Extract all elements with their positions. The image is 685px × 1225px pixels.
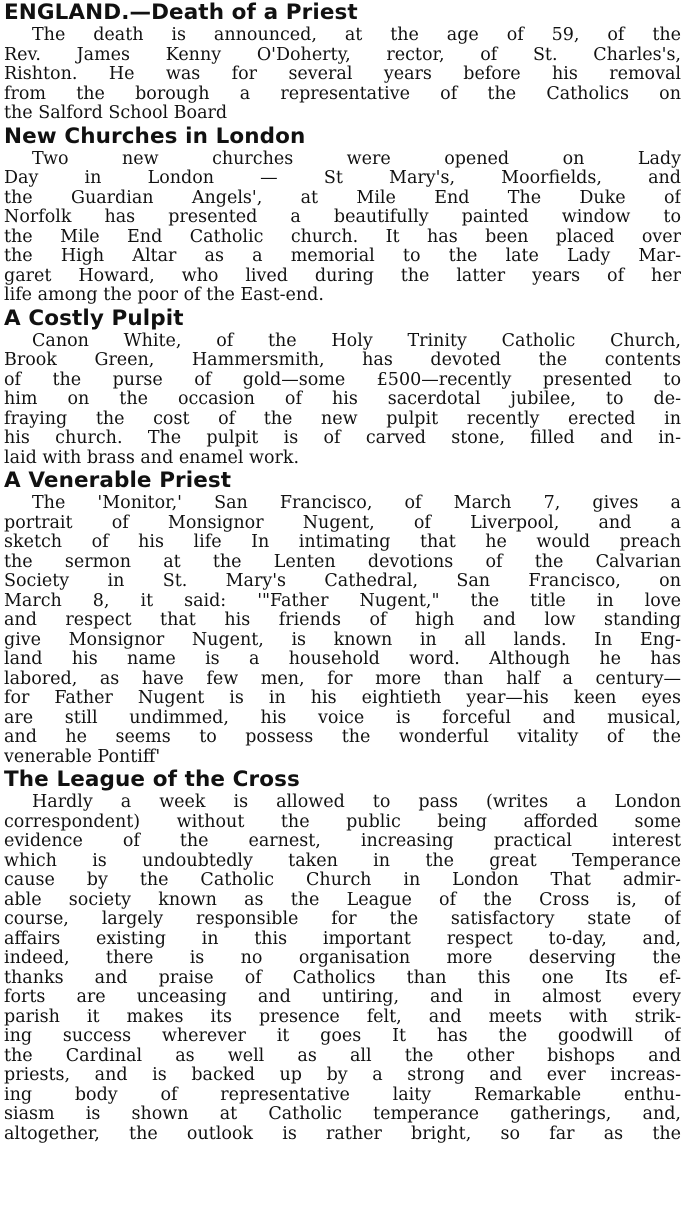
text-line: Two new churches were opened on Lady — [32, 149, 681, 169]
text-line: sketch of his life In intimating that he would preach — [4, 533, 681, 552]
text-line: thanks and praise of Catholics than this one Its ef- — [4, 968, 681, 988]
text-line: labored, as have few men, for more than half a century— — [4, 669, 681, 689]
text-line: the Guardian Angels', at Mile End The Duke of — [4, 188, 681, 208]
text-line: land his name is a household word. Although he has — [4, 650, 681, 669]
text-line: the sermon at the Lenten devotions of the Calvarian — [4, 552, 681, 572]
text-line: Day in London — St Mary's, Moorfields, and — [4, 169, 681, 188]
text-line: priests, and is backed up by a strong and ever increas- — [4, 1066, 681, 1085]
text-line: able society known as the League of the Cross is, of — [4, 890, 681, 910]
text-line: life among the poor of the East-end. — [4, 286, 324, 305]
text-line: evidence of the earnest, increasing practical interest — [4, 832, 681, 851]
text-line: The 'Monitor,' San Francisco, of March 7, gives a — [32, 494, 681, 513]
article-body — [4, 150, 681, 306]
text-line: for Father Nugent is in his eightieth year—his keen eyes — [4, 689, 681, 708]
text-line: portrait of Monsignor Nugent, of Liverpool, and a — [4, 513, 681, 533]
headline: New Churches in London — [4, 123, 306, 149]
article-body — [4, 26, 681, 124]
text-line: of the purse of gold—some £500—recently presented to — [4, 370, 681, 390]
text-line: venerable Pontiff' — [4, 747, 161, 767]
text-line: March 8, it said: '"Father Nugent," the title in love — [4, 591, 681, 611]
headline: The League of the Cross — [4, 767, 300, 792]
text-line: fraying the cost of the new pulpit recently erected in — [4, 409, 681, 429]
article-death-of-a-priest — [4, 0, 681, 124]
text-line: course, largely responsible for the satisfactory state of — [4, 910, 681, 929]
text-line: The death is announced, at the age of 59, of the — [32, 26, 681, 45]
text-line: indeed, there is no organisation more deserving the — [4, 949, 681, 968]
text-line: Norfolk has presented a beautifully painted window to — [4, 208, 681, 227]
text-line: his church. The pulpit is of carved stone, filled and in- — [4, 429, 681, 448]
text-line: ing body of representative laity Remarkable enthu- — [4, 1085, 681, 1105]
text-line: Hardly a week is allowed to pass (writes a London — [32, 793, 681, 812]
text-line: from the borough a representative of the Catholics on — [4, 84, 681, 104]
article-league-of-the-cross — [4, 767, 681, 1144]
article-body — [4, 332, 681, 469]
text-line: him on the occasion of his sacerdotal jubilee, to de- — [4, 390, 681, 409]
text-line: affairs existing in this important respect to-day, and, — [4, 929, 681, 949]
text-line: which is undoubtedly taken in the great Temperance — [4, 851, 681, 871]
article-costly-pulpit — [4, 306, 681, 469]
text-line: and he seems to possess the wonderful vitality of the — [4, 728, 681, 747]
headline: A Venerable Priest — [4, 468, 232, 493]
article-new-churches — [4, 124, 681, 306]
headline: A Costly Pulpit — [4, 305, 184, 331]
text-line: Canon White, of the Holy Trinity Catholic Church, — [32, 331, 681, 351]
article-venerable-priest — [4, 468, 681, 767]
text-line: Society in St. Mary's Cathedral, San Francisco, on — [4, 572, 681, 591]
text-line: laid with brass and enamel work. — [4, 448, 300, 468]
text-line: and respect that his friends of high and low standing — [4, 611, 681, 630]
text-line: the High Altar as a memorial to the late Lady Mar- — [4, 247, 681, 266]
text-line: the Salford School Board — [4, 104, 228, 123]
text-line: parish it makes its presence felt, and meets with strik- — [4, 1007, 681, 1027]
text-line: ing success wherever it goes It has the goodwill of — [4, 1027, 681, 1046]
newspaper-column — [4, 0, 681, 1144]
text-line: correspondent) without the public being afforded some — [4, 812, 681, 832]
text-line: garet Howard, who lived during the latter years of her — [4, 266, 681, 286]
text-line: cause by the Catholic Church in London That admir- — [4, 871, 681, 890]
article-body — [4, 494, 681, 767]
article-body — [4, 793, 681, 1144]
text-line: Rishton. He was for several years before his removal — [4, 65, 681, 84]
text-line: altogether, the outlook is rather bright, so far as the — [4, 1124, 681, 1144]
text-line: siasm is shown at Catholic temperance gatherings, and, — [4, 1105, 681, 1124]
text-line: give Monsignor Nugent, is known in all lands. In Eng- — [4, 630, 681, 650]
text-line: Rev. James Kenny O'Doherty, rector, of St. Charles's, — [4, 45, 681, 65]
text-line: are still undimmed, his voice is forceful and musical, — [4, 708, 681, 728]
headline: ENGLAND.—Death of a Priest — [4, 0, 358, 25]
text-line: Brook Green, Hammersmith, has devoted the contents — [4, 351, 681, 370]
text-line: the Cardinal as well as all the other bishops and — [4, 1046, 681, 1066]
text-line: forts are unceasing and untiring, and in almost every — [4, 988, 681, 1007]
text-line: the Mile End Catholic church. It has been placed over — [4, 227, 681, 247]
